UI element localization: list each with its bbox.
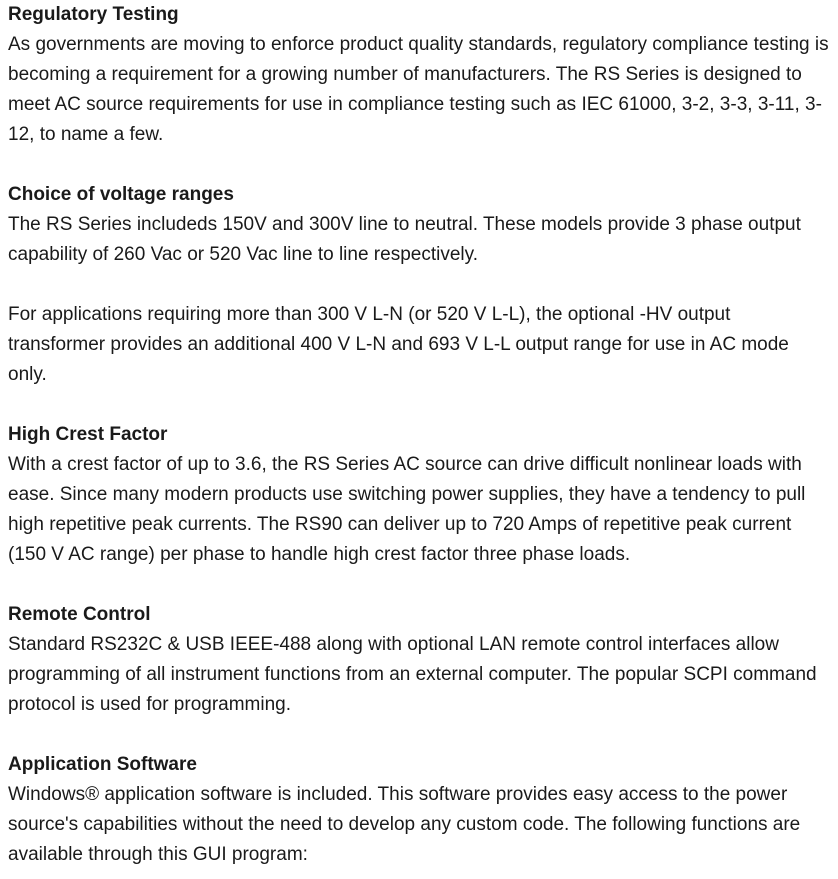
section-heading: High Crest Factor (8, 424, 168, 445)
section-paragraph: The RS Series includeds 150V and 300V line to neutral. These models provide 3 phase output capability of 260 Vac or 520 Vac line to line respectively. (8, 214, 801, 265)
section-regulatory-testing (8, 0, 830, 150)
section-high-crest-factor (8, 420, 830, 570)
section-heading: Remote Control (8, 604, 151, 625)
section-voltage-ranges (8, 180, 830, 390)
section-paragraph: Standard RS232C & USB IEEE-488 along with optional LAN remote control interfaces allow programming of all instrument functions from an external computer. The popular SCPI command protocol is used for programming. (8, 634, 817, 715)
section-paragraph: As governments are moving to enforce product quality standards, regulatory compliance testing is becoming a requirement for a growing number of manufacturers. The RS Series is designed to meet AC source requirements for use in compliance testing such as IEC 61000, 3-2, 3-3, 3-11, 3-12, to name a few. (8, 34, 829, 145)
section-remote-control (8, 600, 830, 720)
section-application-software (8, 750, 830, 870)
section-paragraph: Windows® application software is included. This software provides easy access to the power source's capabilities without the need to develop any custom code. The following functions are available through this GUI program: (8, 784, 801, 865)
section-paragraph: For applications requiring more than 300 V L-N (or 520 V L-L), the optional -HV output transformer provides an additional 400 V L-N and 693 V L-L output range for use in AC mode only. (8, 304, 789, 385)
section-heading: Choice of voltage ranges (8, 184, 234, 205)
section-heading: Application Software (8, 754, 197, 775)
section-heading: Regulatory Testing (8, 4, 179, 25)
section-paragraph: With a crest factor of up to 3.6, the RS Series AC source can drive difficult nonlinear loads with ease. Since many modern products use switching power supplies, they have a tendency to pull high repetitive peak currents. The RS90 can deliver up to 720 Amps of repetitive peak current (150 V AC range) per phase to handle high crest factor three phase loads. (8, 454, 806, 565)
